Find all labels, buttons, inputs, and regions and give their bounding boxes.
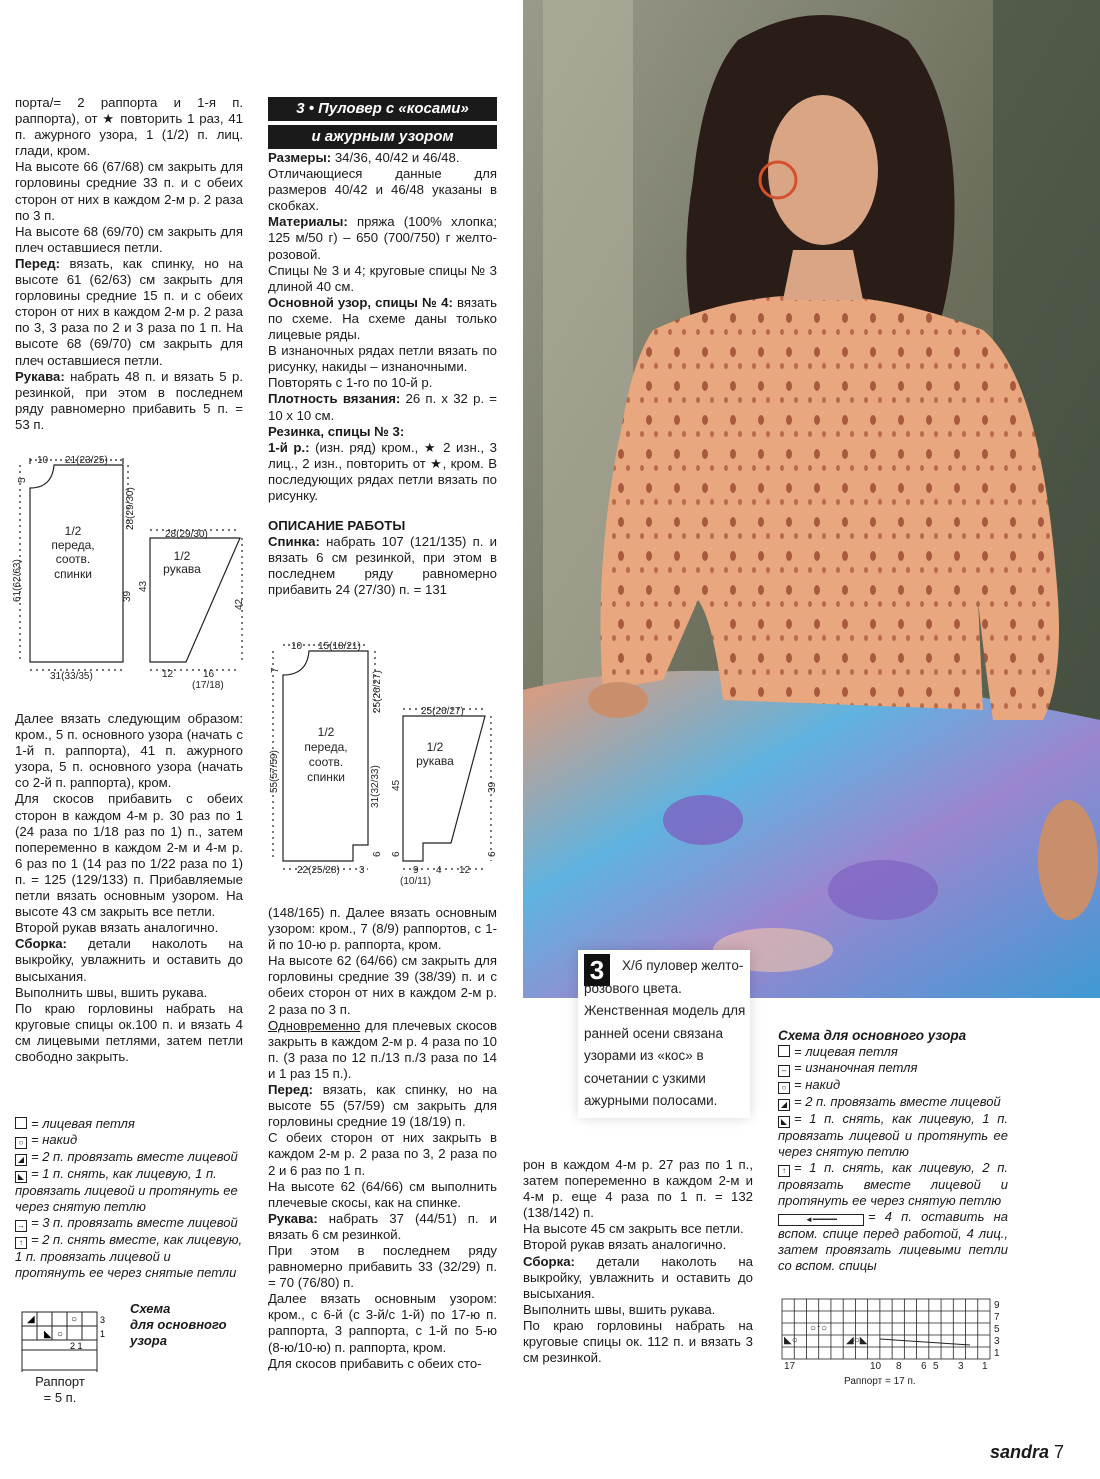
double-decrease-icon: ↑ <box>15 1237 27 1249</box>
paragraph-text: набрать 37 (44/51) п. и вязать 6 см резинкой. <box>268 1210 497 1242</box>
paragraph: В изнаночных рядах петли вязать по рисунку, накиды – изнаночными. <box>268 343 497 375</box>
symbol-legend-2 <box>778 1028 1008 1274</box>
dim-label: 22(25/28) <box>297 865 340 876</box>
piece-label: соотв. <box>308 755 344 769</box>
stitch-symbol: ◣○ <box>784 1335 798 1346</box>
col-label: 3 <box>958 1361 964 1372</box>
legend-text: = накид <box>794 1077 841 1092</box>
paragraph: Второй рукав вязать аналогично. <box>15 920 219 936</box>
row-label: 3 <box>994 1336 1000 1347</box>
paragraph-text: 34/36, 40/42 и 46/48. <box>331 150 460 165</box>
section-label: Сборка: <box>523 1253 575 1269</box>
legend-text: = 4 п. оставить на вспом. спице перед работой, 4 лиц., затем провязать лицевыми петли со вспом. спицы <box>778 1209 1008 1273</box>
photo-illustration <box>523 0 1100 998</box>
row-label: 3 <box>100 1315 106 1325</box>
schema-title-line: узора <box>130 1333 167 1348</box>
cable-icon: ◄━━━━━ <box>778 1214 864 1226</box>
paragraph <box>15 936 243 984</box>
paragraph <box>268 150 497 166</box>
paragraph <box>15 256 243 369</box>
section-label: Основной узор, спицы № 4: <box>268 294 453 310</box>
paragraph: С обеих сторон от них закрыть в каждом 2-м р. 2 раза по 3, 2 раза по 2 и 6 раз по 1 п. <box>268 1130 497 1178</box>
legend-item <box>15 1149 243 1166</box>
legend-item <box>15 1116 243 1132</box>
piece-label: 1/2 <box>426 740 444 754</box>
row-label: 5 <box>994 1324 1000 1335</box>
column-1-lower <box>15 711 243 1065</box>
dim-label: 31(32/33) <box>370 765 381 808</box>
dim-label: 39 <box>487 781 498 793</box>
paragraph: Далее вязать следующим образом: кром., 5 п. основного узора (начать с 1-й п. раппорта), 41 п. ажурного узора, 5 п. основного узора (начать со 2-й п. раппорта), кром. <box>15 711 243 791</box>
piece-label: 1/2 <box>64 524 82 538</box>
dim-label: 55(57/59) <box>269 750 280 793</box>
section-label: Рукава: <box>268 1210 318 1226</box>
dim-label: 9 <box>413 865 419 876</box>
paragraph: Спицы № 3 и 4; круговые спицы № 3 длиной 40 см. <box>268 262 497 294</box>
dim-label: 7 <box>270 667 281 673</box>
row-label: 9 <box>994 1300 1000 1311</box>
article-title-line-1: 3 • Пуловер с «косами» <box>268 97 497 121</box>
legend-title: Схема для основного узора <box>778 1028 967 1043</box>
row-label: 1 <box>100 1329 106 1339</box>
paragraph: порта/= 2 раппорта и 1-я п. раппорта), от ★ повторить 1 раз, 41 п. ажурного узора, 1 (1/2) п. лиц. глади, кром. <box>15 95 243 159</box>
article-title-line-2: и ажурным узором <box>268 125 497 149</box>
legend-item <box>15 1166 243 1215</box>
dim-label: 21(23/25) <box>65 455 108 466</box>
stitch-symbol: ◢○◣ <box>846 1335 868 1346</box>
dim-label: 12 <box>459 865 471 876</box>
piece-label: 1/2 <box>317 725 335 739</box>
rapport-label-1 <box>30 1374 90 1406</box>
paragraph-text: (изн. ряд) кром., ★ 2 изн., 3 лиц., 2 изн., повторить от ★, кром. В последующих рядах петли вязать по рисунку. <box>268 439 497 503</box>
paragraph-text: детали наколоть на выкройку, увлажнить и оставить до высыхания. <box>523 1253 753 1301</box>
dim-label: 45 <box>391 779 402 791</box>
col-label: 17 <box>784 1361 796 1372</box>
dim-label: 5 <box>17 477 28 483</box>
column-3 <box>523 1157 753 1366</box>
col-label: 8 <box>896 1361 902 1372</box>
dim-label: (17/18) <box>192 680 224 691</box>
paragraph <box>523 1254 753 1302</box>
ssk-icon: ◣ <box>778 1116 790 1128</box>
k2tog-icon: ◢ <box>778 1099 790 1111</box>
dim-label: 3 <box>359 865 365 876</box>
legend-text: = 3 п. провязать вместе лицевой <box>31 1215 238 1230</box>
yarn-over-icon: ○ <box>15 1137 27 1149</box>
model-number-badge: 3 <box>584 954 610 986</box>
dim-label: 16 <box>203 669 215 680</box>
paragraph: Выполнить швы, вшить рукава. <box>523 1301 716 1317</box>
dim-label: 28(29/30) <box>125 487 136 530</box>
magazine-brand: sandra <box>990 1442 1050 1462</box>
paragraph: На высоте 62 (64/66) см закрыть для горловины средние 39 (38/39) п. и с обеих сторон от них в каждом 2-м р. 2 раза по 3 п. <box>268 953 497 1017</box>
piece-label: переда, <box>304 740 348 754</box>
col-label: 5 <box>933 1361 939 1372</box>
paragraph-text: вязать по схеме. На схеме даны только лицевые ряды. <box>268 294 497 343</box>
paragraph <box>268 295 497 343</box>
schema-title-line: для основного <box>130 1317 227 1332</box>
row-label: 7 <box>994 1312 1000 1323</box>
column-1 <box>15 95 243 433</box>
legend-item <box>778 1094 1008 1111</box>
piece-label: спинки <box>54 567 92 581</box>
section-label: Сборка: <box>15 936 67 952</box>
piece-label: спинки <box>307 770 345 784</box>
dim-label: 10 <box>291 641 303 652</box>
paragraph-text: 26 п. х 32 р. = 10 х 10 см. <box>268 391 498 423</box>
stitch-chart-2 <box>780 1297 1010 1389</box>
section-label: Рукава: <box>15 368 65 384</box>
legend-item <box>15 1232 243 1281</box>
dim-label: 25(26/27) <box>372 670 383 713</box>
paragraph-text: детали наколоть на выкройку, увлажнить и оставить до высыхания. <box>15 936 243 984</box>
section-label: Перед: <box>268 1082 313 1098</box>
stitch-symbol: ◢ <box>27 1314 35 1325</box>
knit-stitch-icon <box>778 1045 790 1057</box>
dim-label: 43 <box>138 580 149 592</box>
symbol-legend-1 <box>15 1116 243 1281</box>
paragraph <box>268 440 497 504</box>
legend-text: = 1 п. снять, как лицевую, 2 п. провязать вместе лицевой и протянуть ее через снятую петлю <box>778 1160 1008 1208</box>
legend-item <box>778 1077 1008 1094</box>
legend-text: = 2 п. провязать вместе лицевой <box>794 1094 1001 1109</box>
paragraph-text: набрать 107 (121/135) п. и вязать 6 см резинкой, при этом в последнем ряду равномерно прибавить 24 (27/30) п. = 131 <box>268 534 497 598</box>
dim-label: 28(29/30) <box>165 529 208 540</box>
schema-title-1 <box>130 1301 227 1349</box>
page-footer <box>990 1442 1064 1463</box>
paragraph <box>15 369 243 433</box>
paragraph <box>268 1211 497 1243</box>
paragraph: По краю горловины набрать на круговые спицы ок. 112 п. и вязать 3 см резинкой. <box>523 1317 753 1366</box>
yarn-over-icon: ○ <box>778 1082 790 1094</box>
piece-label: рукава <box>416 754 454 768</box>
dim-label: 31(33/35) <box>50 671 93 682</box>
k3tog-icon: → <box>17 1221 25 1230</box>
section-label: Размеры: <box>268 150 332 165</box>
dim-label: 42 <box>234 598 245 610</box>
paragraph-text: вязать, как спинку, но на высоте 61 (62/63) см закрыть для горловины средние 15 п. и с обеих сторон от них в каждом 2-м р. 2 раза по 3, 3 раза по 2 и 3 раза по 1 п. На высоте 68 (69/70) см закрыть для плеч оставшиеся петли. <box>15 255 243 368</box>
legend-item <box>778 1060 1008 1077</box>
section-label: 1-й р.: <box>268 439 310 455</box>
col-label: 6 <box>921 1361 927 1372</box>
section-label: Резинка, спицы № 3: <box>268 423 405 439</box>
column-2-lower <box>268 905 497 1372</box>
paragraph: На высоте 68 (69/70) см закрыть для плеч оставшиеся петли. <box>15 223 243 255</box>
legend-item <box>778 1209 1008 1274</box>
dim-label: 6 <box>487 851 498 857</box>
k2tog-icon: ◢ <box>15 1154 27 1166</box>
legend-item <box>778 1044 1008 1060</box>
piece-label: переда, <box>51 538 95 552</box>
stitch-symbol: ○ <box>57 1329 64 1340</box>
legend-item <box>15 1215 243 1232</box>
col-label: 1 <box>982 1361 988 1372</box>
ssk-icon: ◣ <box>15 1171 27 1183</box>
paragraph <box>268 1082 497 1130</box>
col-label: 10 <box>870 1361 882 1372</box>
paragraph <box>268 424 497 440</box>
paragraph <box>268 534 497 598</box>
rapport-line: = 5 п. <box>43 1390 77 1405</box>
schema-title-line: Схема <box>130 1301 171 1316</box>
piece-label: рукава <box>163 562 201 576</box>
model-photo <box>523 0 1100 998</box>
caption-text: Х/б пуловер желто-розового цвета. Женственная модель для ранней осени связана узорами из «кос» в сочетании с узкими ажурными полосами. <box>584 958 746 1108</box>
paragraph <box>268 214 497 262</box>
dim-label: 15(18/21) <box>318 641 361 652</box>
paragraph: На высоте 45 см закрыть все петли. <box>523 1221 744 1237</box>
stitch-symbol: ◣ <box>44 1329 52 1340</box>
legend-text: = 1 п. снять, как лицевую, 1 п. провязать лицевой и протянуть ее через снятую петлю <box>778 1111 1008 1159</box>
paragraph: На высоте 62 (64/66) см выполнить плечевые скосы, как на спинке. <box>268 1178 497 1210</box>
pattern-diagram-1 <box>10 450 250 695</box>
legend-item <box>778 1160 1008 1209</box>
purl-stitch-icon: – <box>778 1065 790 1077</box>
dim-label: 61(62/63) <box>12 559 23 602</box>
legend-item <box>778 1111 1008 1160</box>
stitch-symbol: ○ <box>71 1314 78 1325</box>
paragraph: Для скосов прибавить с обеих сторон в каждом 4-м р. 30 раз по 1 (24 раза по 1/18 раз по 1) п., затем попеременно в каждом 2-м и 4-м р. 6 раз по 1 (14 раз по 1/22 раза по 1) п. = 125 (129/133) п. Прибавляемые петли вязать основным узором. На высоте 43 см закрыть все петли. <box>15 791 243 920</box>
piece-label: 1/2 <box>173 549 191 563</box>
stitch-symbol: ○↑○ <box>810 1323 828 1334</box>
paragraph-text: вязать, как спинку, но на высоте 55 (57/59) см закрыть для горловины средние 19 (18/19) п. <box>268 1082 497 1130</box>
pattern-diagram-2 <box>263 633 503 888</box>
legend-text: = изнаночная петля <box>794 1060 918 1075</box>
paragraph: Второй рукав вязать аналогично. <box>523 1237 727 1253</box>
underlined-text: Одновременно <box>268 1017 361 1033</box>
dim-label: 12 <box>162 669 174 680</box>
section-label: Материалы: <box>268 214 348 230</box>
dim-label: 6 <box>391 851 402 857</box>
paragraph: При этом в последнем ряду равномерно прибавить 33 (32/29) п. = 70 (76/80) п. <box>268 1242 497 1291</box>
legend-text: = 2 п. снять вместе, как лицевую, 1 п. провязать лицевой и протянуть ее через снятые петли <box>15 1232 243 1280</box>
paragraph <box>268 1018 497 1082</box>
paragraph: Отличающиеся данные для размеров 40/42 и 46/48 указаны в скобках. <box>268 166 497 214</box>
column-2 <box>268 150 497 599</box>
paragraph: По краю горловины набрать на круговые спицы ок.100 п. и вязать 4 см лицевыми петлями, затем петли свободно закрыть. <box>15 1000 243 1064</box>
paragraph: Выполнить швы, вшить рукава. <box>15 984 208 1000</box>
legend-text: = 2 п. провязать вместе лицевой <box>31 1149 238 1164</box>
paragraph: Повторять с 1-го по 10-й р. <box>268 375 433 391</box>
paragraph: рон в каждом 4-м р. 27 раз по 1 п., затем попеременно в каждом 2-м и 4-м р. еще 4 раза по 1 п. = 132 (138/142) п. <box>523 1157 753 1221</box>
col-label: 2 1 <box>70 1341 83 1351</box>
row-label: 1 <box>994 1348 1000 1359</box>
paragraph <box>268 391 497 423</box>
paragraph-text: набрать 48 п. и вязать 5 р. резинкой, при этом в последнем ряду равномерно прибавить 5 п. = 53 п. <box>15 368 243 432</box>
dim-label: 25(26/27) <box>421 706 464 717</box>
paragraph: (148/165) п. Далее вязать основным узором: кром., 7 (8/9) раппортов, с 1-й по 10-ю р. раппорта, кром. <box>268 905 497 953</box>
section-heading: ОПИСАНИЕ РАБОТЫ <box>268 518 406 534</box>
rapport-label-2: Раппорт = 17 п. <box>844 1376 916 1387</box>
section-label: Перед: <box>15 255 60 271</box>
page-number: 7 <box>1054 1442 1065 1462</box>
legend-text: = 1 п. снять, как лицевую, 1 п. провязать лицевой и протянуть ее через снятую петлю <box>15 1166 238 1214</box>
paragraph: Для скосов прибавить с обеих сто- <box>268 1355 482 1371</box>
dim-label: 4 <box>436 865 442 876</box>
dim-label: 6 <box>372 851 383 857</box>
paragraph-text: для плечевых скосов закрыть в каждом 2-м р. 4 раза по 10 п. (3 раза по 12 п./13 п./3 раза по 14 и 1 раз 15 п.). <box>268 1017 497 1081</box>
legend-item <box>15 1132 243 1149</box>
legend-text: = накид <box>31 1132 78 1147</box>
photo-caption <box>578 950 750 1118</box>
dim-label: (10/11) <box>400 876 431 887</box>
dim-label: 10 <box>37 455 49 466</box>
sk2p-icon: ↑ <box>778 1165 790 1177</box>
rapport-line: Раппорт <box>35 1374 85 1389</box>
piece-label: соотв. <box>55 552 91 566</box>
dim-label: 39 <box>122 590 133 602</box>
paragraph-text: пряжа (100% хлопка; 125 м/50 г) – 650 (700/750) г желто-розовой. <box>268 214 497 262</box>
paragraph: На высоте 66 (67/68) см закрыть для горловины средние 33 п. и с обеих сторон от них в каждом 2-м р. 2 раза по 3 п. <box>15 159 243 223</box>
section-label: Спинка: <box>268 534 320 550</box>
paragraph: Далее вязать основным узором: кром., с 6-й (с 3-й/с 1-й) по 17-ю п. раппорта, 3 раппорта, с 1-й по 5-ю (8-ю/10-ю) п. раппорта, кром. <box>268 1291 497 1355</box>
legend-text: = лицевая петля <box>31 1116 135 1131</box>
knit-stitch-icon <box>15 1117 27 1129</box>
legend-text: = лицевая петля <box>794 1044 898 1059</box>
section-label: Плотность вязания: <box>268 391 401 407</box>
